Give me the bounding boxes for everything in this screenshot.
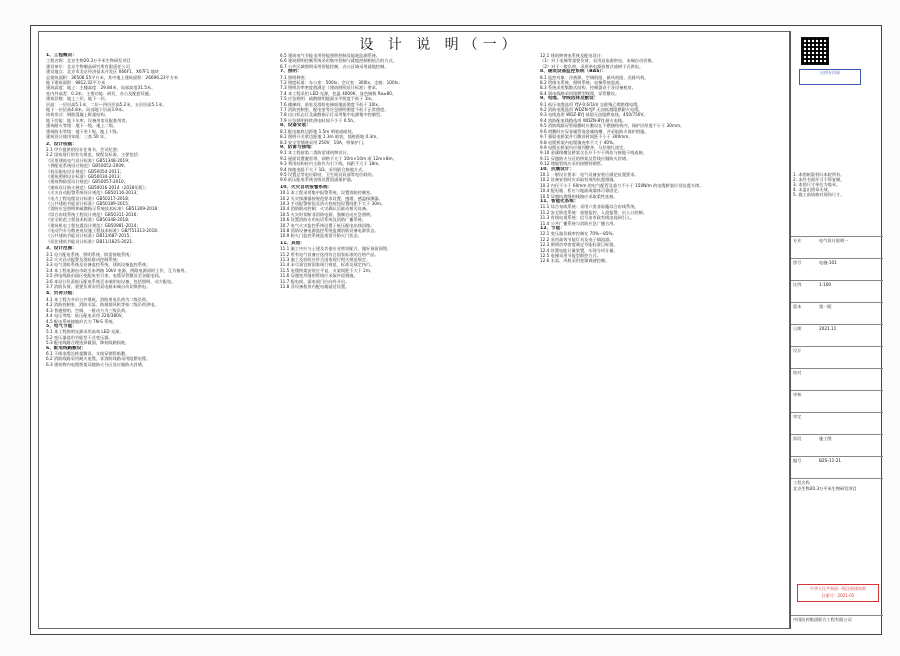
- text-line: 12.6 水泵、风机采用变频调速控制。: [540, 258, 610, 264]
- text-line: 9.1 本工程按第二类防雷建筑物设计。: [280, 150, 351, 156]
- text-line: 10.9 防火门监控系统监视常开防火门状态。: [280, 233, 362, 239]
- section-heading: 8、建筑设备监控系统（BAS）：: [540, 69, 607, 75]
- note-line: 1. 本图纸版权归本院所有。: [793, 172, 845, 177]
- title-block-field: [791, 258, 883, 270]
- text-line: 《电动汽车分散充电设施工程技术标准》GB/T51313-2018；: [46, 228, 162, 233]
- text-line: 9.3 利用结构柱内主筋作为引下线，间距不大于 18m。: [280, 161, 383, 167]
- text-line: 12.2 采用高效节能灯具及电子镇流器。: [540, 236, 614, 242]
- note-line: 4. 未盖出图章无效。: [793, 187, 832, 192]
- text-line: 8.1 监控对象：冷热源、空调机组、新风机组、送排风机。: [540, 74, 649, 80]
- title-block-notes: [791, 171, 883, 231]
- section-heading: 10、抗震设计：: [540, 166, 574, 172]
- text-line: 10.2 火灾探测器按规范要求设置，感烟、感温探测器。: [280, 195, 383, 201]
- text-line: 3.6 本设计负责低压配电系统至末端用电设备，包括照明、动力配电。: [46, 278, 176, 284]
- text-line: 9.4 接地电阻不大于 1Ω，采用联合接地方式。: [280, 166, 367, 172]
- section-heading: 12、节能：: [540, 226, 565, 231]
- text-line: 9.5 消防线路穿管暗敷时应敷设在不燃烧结构内，保护层厚度不小于 30mm。: [540, 123, 685, 129]
- text-line: 2.1 甲方提供的设计任务书、会议纪要；: [46, 146, 121, 152]
- text-line: 7.4 本工程采用 LED 光源，色温 4000K，显色指数 Ra≥80。: [280, 90, 397, 96]
- title-block-field: [791, 478, 883, 500]
- text-line: 10.4 消防联动控制：火灾确认后联动相关设备。: [280, 206, 371, 212]
- field-value: 北京生物20.3万平米生物研发项目: [793, 486, 857, 491]
- text-line: 《低压配电设计规范》GB50054-2011；: [46, 168, 124, 174]
- section-heading: 7、照明：: [280, 69, 302, 75]
- text-line: 8.1 配电箱底边距地 1.5m 明装或暗装。: [280, 128, 356, 134]
- text-line: 11.4 公共广播系统与消防应急广播合用。: [540, 220, 618, 226]
- field-label: 版本: [793, 304, 802, 309]
- text-line: 4.2 消防控制室、消防水泵、防排烟风机等按二级负荷供电。: [46, 302, 159, 308]
- text-line: 4.5 配电系统接地形式为 TN-S 系统。: [46, 318, 117, 324]
- field-label: 审定: [793, 414, 802, 419]
- text-line: 11.4 未尽事宜按国家现行规范、标准及规定执行。: [280, 262, 375, 268]
- text-line: 9.2 屋面设置避雷带，网格不大于 10m×10m 或 12m×8m。: [280, 155, 397, 161]
- text-line: 9.11 穿越防火分区的桥架及管线应做防火封堵。: [540, 155, 631, 161]
- title-block-field: [791, 346, 883, 358]
- text-line: 7.1 照明种类：: [280, 74, 309, 80]
- text-line: 9.12 埋地管线应采用热镀锌钢管。: [540, 161, 606, 167]
- sheet-title: 设 计 说 明（一）: [359, 37, 521, 53]
- text-line: 3.2 火灾自动报警及消防联动控制系统；: [46, 257, 121, 263]
- section-heading: 11、其他：: [280, 240, 305, 246]
- text-line: 8.3 系统采用集散式结构，控制器设于各设备机房。: [540, 85, 636, 91]
- text-line: 12.4 设置电能计量装置，实现分项计量。: [540, 247, 618, 253]
- field-label: 图号: [793, 260, 802, 265]
- text-column-2: [280, 53, 508, 623]
- field-label: 专业: [793, 238, 802, 243]
- field-value: 电气设计说明一: [819, 238, 849, 243]
- field-label: 日期: [793, 326, 802, 331]
- title-block-field: [791, 368, 883, 380]
- section-heading: 10、火灾自动报警系统：: [280, 184, 333, 190]
- field-label: 比例: [793, 282, 802, 287]
- section-heading: 2、设计依据：: [46, 141, 77, 147]
- text-line: 9.1 低压电缆选用 YJV-0.6/1kV 交联聚乙烯绝缘电缆。: [540, 101, 642, 107]
- field-value: 2021.11: [819, 326, 837, 331]
- text-line: 11.1 综合布线系统：采用六类非屏蔽综合布线系统。: [540, 204, 639, 210]
- text-line: （1）对于电梯等重要负荷，采用双电源供电，末端自动切换。: [540, 58, 656, 64]
- text-line: 10.8 消防设备电源监控系统监测消防设备电源状态。: [280, 228, 379, 233]
- text-line: 建筑设计使用年限：三类 50 年。: [46, 134, 109, 140]
- text-line: （2）对于一般负荷，采用单电源放射式或树干式供电。: [540, 63, 644, 69]
- text-line: 《居住建筑节能设计标准》DB11/1825-2021；: [46, 238, 137, 244]
- text-line: 9.4 消防配电线路选用 WDZN-BYJ 耐火电线。: [540, 117, 627, 123]
- text-line: 《公共建筑节能设计标准》GB50189-2015；: [46, 200, 133, 206]
- text-line: 建筑层数：地上三层，地下一层。: [46, 96, 109, 102]
- text-line: 6.2 消防线路采用耐火电缆，非消防线路采用阻燃电缆。: [46, 356, 151, 362]
- text-line: 建筑耐火等级：地下一级，地上二级。: [46, 123, 118, 129]
- text-line: 建筑防水等级：地下室 I 级，地上 I 级。: [46, 128, 121, 134]
- qr-code-icon: [801, 37, 829, 65]
- title-block-field: [791, 434, 883, 446]
- text-line: 6.1 干线电缆沿桥架敷设，支线穿钢管暗敷。: [46, 350, 130, 356]
- text-line: 9.7 强弱电桥架并行敷设时间距不小于 300mm。: [540, 134, 633, 140]
- field-label: 校对: [793, 370, 802, 375]
- text-line: 9.9 电缆在桥架内应排列整齐，分层绑扎固定。: [540, 144, 628, 150]
- text-line: 8.2 给排水系统、照明系统、电梯系统监视。: [540, 80, 624, 86]
- text-line: 9.6 低压配电系统各级设置浪涌保护器。: [280, 177, 355, 183]
- text-line: 11.3 施工及验收应符合国家现行相关规范规定。: [280, 257, 371, 263]
- text-line: 《民用建筑电气设计标准》GB51348-2019；: [46, 157, 133, 163]
- text-line: 《供配电系统设计规范》GB50052-2009；: [46, 163, 128, 169]
- text-line: 《消防应急照明和疏散指示系统技术标准》GB51309-2018；: [46, 206, 162, 212]
- text-line: 3.5 供电线路由园区变配电室引来，电缆穿管敷设至各配电间。: [46, 273, 163, 279]
- text-line: 6.6 建筑照明控制系统采用集中控制与就地控制相结合的方式。: [280, 58, 397, 64]
- text-line: 《电力工程电缆设计标准》GB50217-2018；: [46, 195, 133, 201]
- note-line: 2. 未经书面许可不得复制。: [793, 177, 845, 182]
- text-line: 8.3 安全型插座采用 250V、10A，带保护门。: [280, 139, 367, 145]
- text-line: 12.3 照明功率密度满足节能标准目标值。: [540, 242, 618, 248]
- section-heading: 6、配电线路敷设：: [46, 345, 86, 351]
- text-line: 4.1 本工程为多层公共建筑，消防用电负荷为二级负荷。: [46, 296, 151, 302]
- text-line: 9.6 明敷时应穿金属管或金属线槽，并采取防火保护措施。: [540, 128, 649, 134]
- red-stamp-sub: 注册号：2021-05: [821, 593, 855, 598]
- text-line: 3.3 电气消防系统及设备监控系统、建筑设备监控系统；: [46, 262, 151, 268]
- text-line: 3.4 本工程电源由市政引来两路 10kV 电源，两路电源同时工作，互为备用。: [46, 267, 189, 273]
- field-label: 审核: [793, 392, 802, 397]
- text-line: 11.7 配电间、弱电间门应向外开启。: [280, 278, 350, 284]
- text-line: 9.5 设置总等电位联结，卫生间设局部等电位联结。: [280, 171, 376, 177]
- company-name-text: 中国医药集团联合工程有限公司: [793, 617, 852, 622]
- section-heading: 8、设备安装：: [280, 123, 311, 129]
- registered-architect-stamp: [797, 584, 879, 602]
- text-line: 11.6 穿越变形缝的管线应采取补偿措施。: [280, 273, 358, 279]
- text-line: 10.7 电气火灾监控系统设置于低压配电出线回路。: [280, 222, 375, 228]
- text-line: 7.8 出口标志灯及疏散指示灯采用集中电源集中控制型。: [280, 112, 385, 118]
- title-block-field: [791, 324, 883, 336]
- text-line: 《安全防范工程技术标准》GB50348-2018；: [46, 217, 133, 223]
- field-value: 1:100: [819, 282, 832, 287]
- text-line: 5.3 配电线路合理选择截面，降低线路损耗。: [46, 340, 130, 346]
- text-line: 地下功能：地下车库、设备用房及配套用房。: [46, 117, 130, 123]
- text-line: 室内外高差：0.3米；主要功能：研发、办公及配套设施。: [46, 90, 154, 96]
- section-heading: 11、智能化系统：: [540, 198, 579, 204]
- section-heading: 1、工程概况：: [46, 53, 77, 58]
- text-line: 12.1 建筑物供电系统及配电设计：: [540, 53, 606, 58]
- field-value: BZS-11-21: [819, 458, 842, 463]
- field-value: 第一版: [819, 304, 832, 309]
- text-line: 11.1 施工中应与土建及其他专业密切配合，做好预留预埋。: [280, 246, 392, 252]
- title-block-field: [791, 236, 883, 248]
- section-heading: 9、电缆、导线选择及敷设：: [540, 96, 599, 102]
- title-block-field: [791, 456, 883, 468]
- title-block-field: [791, 302, 883, 314]
- text-line: 10.4 配电箱、柜应与地面或墙体可靠固定。: [540, 188, 622, 194]
- text-line: 建筑高度：地上：主楼高度：29.84米，局部高度31.5米。: [46, 85, 156, 91]
- field-value: 施工图: [819, 436, 832, 441]
- text-line: 6.7 公共区域照明采用智能控制，办公区域采用就地控制。: [280, 63, 389, 69]
- text-line: 9.3 电线选用 WDZ-BYJ 低烟无卤阻燃电线，450/750V。: [540, 112, 648, 118]
- text-line: 3.7 消防负荷、重要负荷采用双电源末端自动切换供电。: [46, 284, 151, 290]
- text-line: 8.4 弱电线路采用阻燃型线缆，穿管敷设。: [540, 90, 620, 96]
- text-line: 11.2 安全防范系统：视频监控、入侵报警、出入口控制。: [540, 209, 647, 215]
- text-line: 10.6 设置消防专用电话系统及消防广播系统。: [280, 217, 367, 223]
- text-line: 10.3 手动报警按钮及消火栓按钮设置间距不大于 30m。: [280, 200, 386, 206]
- section-heading: 3、设计范围：: [46, 246, 77, 252]
- text-line: 7.7 消防控制室、配电室等应急照明照度不低于正常照度。: [280, 107, 389, 113]
- text-line: 地下一层层高4.8米，局部地下层高3.9米。: [46, 107, 127, 113]
- text-line: 结构形式：钢筋混凝土框架结构。: [46, 112, 109, 118]
- text-line: 10.5 火灾时切断非消防电源，强制启动应急照明。: [280, 211, 375, 217]
- text-line: 建设地点：北京市北京经济技术开发区 X66F1、X67F1 地块: [46, 69, 159, 75]
- text-line: 10.3 内径不小于 60mm 的电气配管及重力不小于 150N/m 的电缆桥架应设抗震支撑。: [540, 182, 704, 188]
- text-column-3: [540, 53, 768, 623]
- text-line: 11.2 所有电气设备应选用符合国家标准的合格产品。: [280, 251, 379, 257]
- text-line: 7.6 楼梯间、前室及消防电梯间地面照度不低于 10lx。: [280, 101, 383, 107]
- text-line: 《公共建筑节能设计标准》DB11/687-2015；: [46, 233, 134, 239]
- text-line: 9.8 电缆桥架内电缆填充率不大于 40%。: [540, 139, 618, 145]
- text-line: 总建筑面积：36508.55平方米，其中地上建筑面积：26696.23平方米: [46, 74, 179, 80]
- section-heading: 5、电气节能：: [46, 323, 77, 329]
- text-line: 12.1 变压器负载率控制在 70%～85%。: [540, 231, 617, 237]
- text-line: 6.3 建筑物内电缆桥架穿越防火分区处应做防火封堵。: [46, 361, 147, 367]
- field-label: 设计: [793, 348, 802, 353]
- text-line: 7.9 应急照明持续供电时间不少于 0.5h。: [280, 117, 358, 123]
- text-line: 建设单位：北京生物制品研究所有限责任公司: [46, 63, 130, 69]
- text-line: 7.3 照明功率密度值满足《建筑照明设计标准》要求。: [280, 85, 381, 91]
- text-line: 《建筑照明设计标准》GB50034-2013；: [46, 173, 124, 179]
- text-line: 3.1 电力配电系统、照明系统、防雷接地系统；: [46, 251, 134, 257]
- company-name: [791, 615, 883, 627]
- text-line: 7.5 应急照明：疏散照明地面水平照度不低于 1lx。: [280, 96, 376, 102]
- text-line: 10.5 穿越抗震缝的线路应采取柔性连接。: [540, 193, 618, 199]
- text-line: 10.2 设备安装时应采取有效的抗震措施。: [540, 177, 618, 183]
- section-heading: 4、负荷分级：: [46, 291, 77, 297]
- field-label: 工程名称: [793, 480, 810, 485]
- text-line: 9.10 金属线槽及桥架全长应不少于两处与接地干线连接。: [540, 150, 647, 156]
- title-block-field: [791, 412, 883, 424]
- title-block-field: [791, 280, 883, 292]
- section-heading: 9、防雷与接地：: [280, 144, 316, 150]
- text-line: 5.2 变压器选用节能型干式变压器。: [46, 334, 113, 340]
- text-line: 11.8 各设备机房内配电箱就近设置。: [280, 284, 350, 290]
- text-line: 4.3 普通照明、空调、一般动力为三级负荷。: [46, 307, 130, 313]
- field-label: 编号: [793, 458, 802, 463]
- text-line: 层高：一层层高5.1米，二层～四层层高5.2米，五层层高5.1米。: [46, 101, 167, 107]
- blue-stamp: 出图专用章: [799, 69, 861, 85]
- text-line: 5.1 本工程照明光源采用高效 LED 光源。: [46, 329, 124, 335]
- text-line: 12.5 电梯采用节能型群控方式。: [540, 253, 601, 259]
- text-line: 地下建筑面积：9812.32平方米: [46, 80, 106, 86]
- title-block-field: [791, 390, 883, 402]
- text-line: 8.2 照明开关底边距地 1.3m 暗装，插座距地 0.3m。: [280, 134, 381, 140]
- text-line: 10.1 一般设计要求：电气设备安装应满足抗震要求。: [540, 171, 639, 177]
- text-line: 《火灾自动报警系统设计规范》GB50116-2013；: [46, 190, 141, 196]
- text-line: 10.1 本工程采用集中报警系统，设置消防控制室。: [280, 190, 375, 196]
- text-column-1: [46, 53, 274, 623]
- title-block: [790, 31, 882, 629]
- text-line: 《综合布线系统工程设计规范》GB50311-2016；: [46, 211, 141, 217]
- text-line: 7.2 照度标准：办公室：500lx；会议室：300lx；走廊：100lx；: [280, 80, 403, 86]
- text-line: 4.4 电压等级：低压配电采用 220/380V。: [46, 313, 126, 319]
- note-line: 3. 本图尺寸单位为毫米。: [793, 182, 841, 187]
- text-line: 工程名称：北京生物20.3万平米生物研发项目: [46, 58, 131, 64]
- text-line: 6.5 建筑电气节能采用智能照明控制及能耗监测系统。: [280, 53, 381, 58]
- text-line: 2.2 国家现行的有关规范、规程及标准。主要包括：: [46, 152, 142, 158]
- text-line: 11.5 电缆桥架安装应平直，支架间距不大于 2m。: [280, 267, 375, 273]
- red-stamp-title: 中华人民共和国一级注册建筑师: [810, 586, 866, 591]
- text-line: 《建筑物防雷设计规范》GB50057-2010；: [46, 179, 128, 185]
- text-line: 11.3 有线电视系统：信号由市政有线电视网引入。: [540, 215, 635, 221]
- field-value: 电施-101: [819, 260, 837, 265]
- text-line: 《建筑机电工程抗震设计规范》GB50981-2014；: [46, 222, 141, 228]
- field-label: 阶段: [793, 436, 802, 441]
- note-line: 5. 施工前请核对现场尺寸。: [793, 192, 845, 197]
- text-line: 《建筑设计防火规范》GB50016-2014（2018年版）；: [46, 184, 149, 190]
- text-line: 9.2 消防电缆选用 WDZN-YJY 无卤低烟阻燃耐火电缆。: [540, 107, 643, 113]
